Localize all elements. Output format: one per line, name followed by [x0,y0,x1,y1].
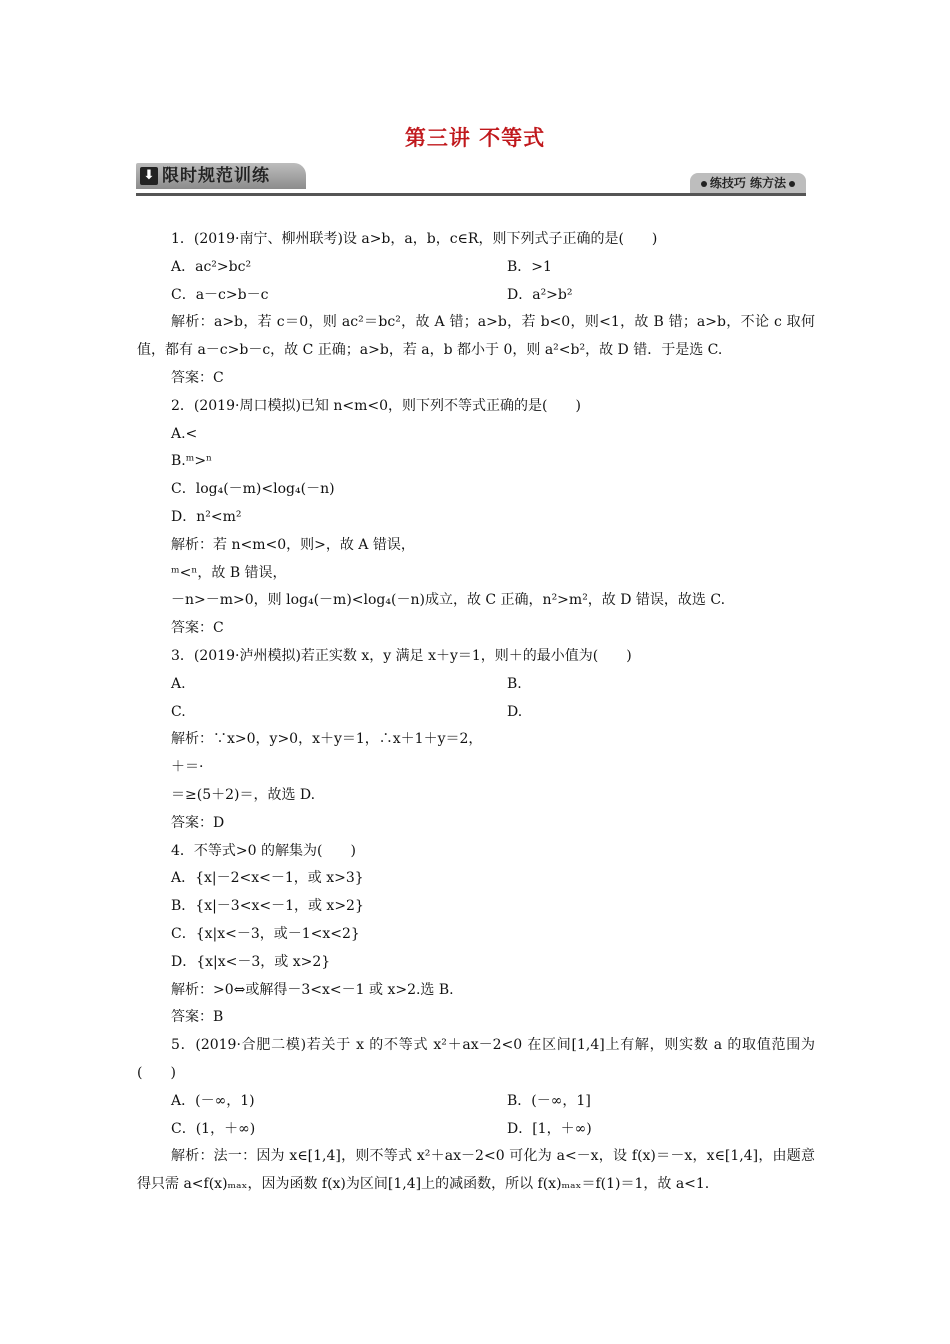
option-a: A．ac²>bc² [171,258,252,275]
option-d: D. [507,703,523,720]
question-3: 3．(2019·泸州模拟)若正实数 x，y 满足 x＋y＝1，则＋的最小值为( ) [171,647,632,664]
download-arrow-icon: ⬇ [140,167,158,185]
section-banner [136,163,806,196]
bullet-icon [701,181,707,187]
option-d: D．{x|x<－3，或 x>2} [171,953,331,970]
options-row [137,1088,815,1116]
option-b: B．>1 [507,258,552,275]
exercise-content [137,226,815,1199]
solution-2-line-1: 解析：若 n<m<0，则>，故 A 错误， [171,536,415,553]
question-2: 2．(2019·周口模拟)已知 n<m<0，则下列不等式正确的是( ) [171,397,581,414]
answer-2: 答案：C [171,620,224,637]
options-row [137,282,815,310]
option-a: A. [171,675,186,692]
solution-4: 解析：>0⇔或解得－3<x<－1 或 x>2.选 B. [171,981,454,998]
option-b: B．{x|－3<x<－1，或 x>2} [171,898,364,915]
option-b: B.ᵐ>ⁿ [171,453,213,470]
option-a: A．(－∞，1) [171,1092,255,1109]
solution-3-line-2: ＋＝· [171,759,204,776]
solution-3-line-3: ＝≥(5＋2)＝，故选 D. [171,786,316,803]
options-row [137,699,815,727]
banner-right-label: 练技巧 练方法 [709,176,786,190]
options-row [137,254,815,282]
answer-4: 答案：B [171,1009,224,1026]
solution-2-line-2: ᵐ<ⁿ，故 B 错误， [171,564,287,581]
answer-1: 答案：C [171,369,224,386]
option-c: C．{x|x<－3，或－1<x<2} [171,925,360,942]
option-d: D．a²>b² [507,286,573,303]
page-title: 第三讲 不等式 [404,126,546,150]
option-c: C．(1，＋∞) [171,1120,256,1137]
banner-left-label: 限时规范训练 [162,166,270,186]
question-4: 4．不等式>0 的解集为( ) [171,842,356,859]
answer-3: 答案：D [171,814,225,831]
option-b: B. [507,675,522,692]
banner-right [690,173,806,193]
option-a: A．{x|－2<x<－1，或 x>3} [171,870,364,887]
option-b: B．(－∞，1] [507,1092,591,1109]
option-d: D．n²<m² [171,508,242,525]
solution-2-line-3: －n>－m>0，则 log₄(－m)<log₄(－n)成立，故 C 正确，n²>m²，故 D 错误，故选 C. [171,592,726,609]
option-c: C．a－c>b－c [171,286,269,303]
option-d: D．[1，＋∞) [507,1120,592,1137]
solution-5: 解析：法一：因为 x∈[1,4]，则不等式 x²＋ax－2<0 可化为 a<－x，设 f(x)＝－x，x∈[1,4]，由题意得只需 a<f(x)ₘₐₓ，因为函数 f(x)为区间[1,4]上的减函数，所以 f(x)ₘₐₓ＝f(1)＝1，故 a<1. [137,1148,815,1193]
solution-1: 解析：a>b，若 c＝0，则 ac²＝bc²，故 A 错；a>b，若 b<0，则<1，故 B 错；a>b，不论 c 取何值，都有 a－c>b－c，故 C 正确；a>b，若 a，b 都小于 0，则 a²<b²，故 D 错．于是选 C. [137,314,815,359]
option-a: A.< [171,425,198,442]
solution-3-line-1: 解析：∵x>0，y>0，x＋y＝1，∴x＋1＋y＝2， [171,731,483,748]
options-row [137,1116,815,1144]
question-5: 5．(2019·合肥二模)若关于 x 的不等式 x²＋ax－2<0 在区间[1,4]上有解，则实数 a 的取值范围为( ) [137,1037,815,1081]
bullet-icon [789,181,795,187]
option-c: C．log₄(－m)<log₄(－n) [171,481,335,498]
options-row [137,671,815,699]
banner-left [136,163,306,189]
question-1: 1．(2019·南宁、柳州联考)设 a>b，a，b，c∈R，则下列式子正确的是( ) [171,231,658,247]
option-c: C. [171,703,186,720]
